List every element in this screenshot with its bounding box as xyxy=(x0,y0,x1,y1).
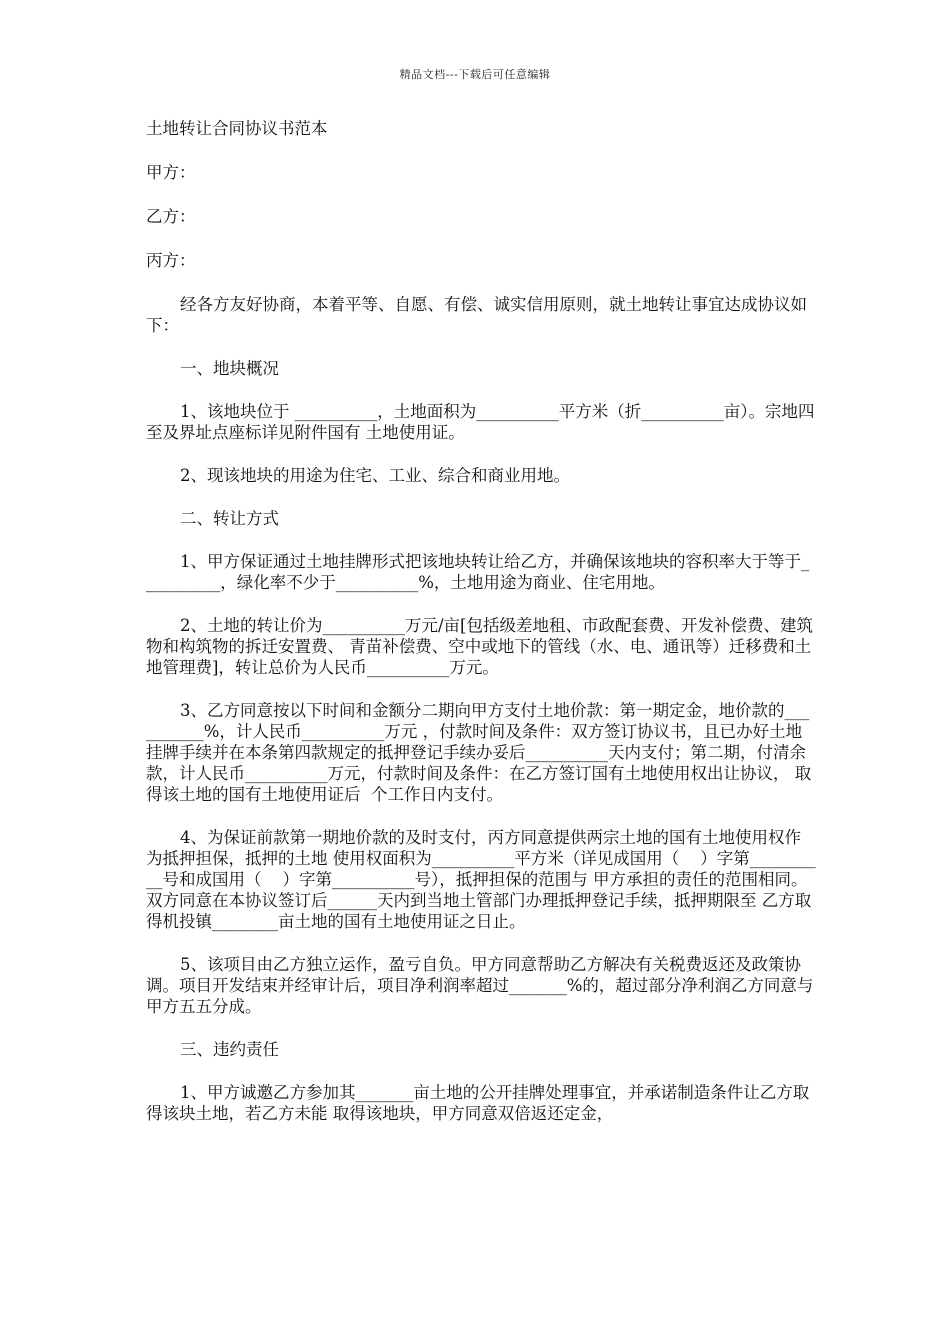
clause-paragraph: 3、乙方同意按以下时间和金额分二期向甲方支付土地价款：第一期定金，地价款的__________%，计人民币__________万元 ，付款时间及条件：双方签订协议书，且已办好土地挂牌手续并在本条第四款规定的抵押登记手续办妥后__________天内支付；第二期，付清余款，计人民币__________万元，付款时间及条件：在乙方签订国有土地使用权出让协议， 取得该土地的国有土地使用证后 个工作日内支付。 xyxy=(146,701,812,804)
section-heading: 三、违约责任 xyxy=(180,1040,279,1059)
clause-paragraph: 2、现该地块的用途为住宅、工业、综合和商业用地。 xyxy=(180,466,570,485)
party-b-label: 乙方： xyxy=(146,207,196,226)
section-heading: 二、转让方式 xyxy=(180,509,279,528)
document-title: 土地转让合同协议书范本 xyxy=(146,119,328,138)
section-heading: 一、地块概况 xyxy=(180,359,279,378)
page-header: 精品文档---下载后可任意编辑 xyxy=(399,68,551,81)
clause-paragraph: 2、土地的转让价为__________万元/亩[包括级差地租、市政配套费、开发补偿费、建筑物和构筑物的拆迁安置费、 青苗补偿费、空中或地下的管线（水、电、通讯等）迁移费和土地管理费]，转让总价为人民币__________万元。 xyxy=(146,616,813,677)
party-a-label: 甲方： xyxy=(146,163,196,182)
clause-paragraph: 4、为保证前款第一期地价款的及时支付，丙方同意提供两宗土地的国有土地使用权作为抵押担保，抵押的土地 使用权面积为__________平方米（详见成国用（ ）字第__________号和成国用（ ）字第__________号），抵押担保的范围与 甲方承担的责任的范围相同。双方同意在本协议签订后______天内到当地土管部门办理抵押登记手续，抵押期限至 乙方取得机投镇________亩土地的国有土地使用证之日止。 xyxy=(146,828,816,931)
clause-paragraph: 1、甲方保证通过土地挂牌形式把该地块转让给乙方，并确保该地块的容积率大于等于__________，绿化率不少于__________%，土地用途为商业、住宅用地。 xyxy=(146,552,810,592)
document-body xyxy=(146,118,816,1146)
clause-paragraph: 5、该项目由乙方独立运作，盈亏自负。甲方同意帮助乙方解决有关税费返还及政策协调。项目开发结束并经审计后，项目净利润率超过_______%的，超过部分净利润乙方同意与甲方五五分成。 xyxy=(146,955,814,1016)
intro-paragraph: 经各方友好协商，本着平等、自愿、有偿、诚实信用原则，就土地转让事宜达成协议如下： xyxy=(146,295,807,335)
clause-paragraph: 1、该地块位于 __________，土地面积为__________平方米（折__________亩）。宗地四至及界址点座标详见附件国有 土地使用证。 xyxy=(146,402,815,442)
party-c-label: 丙方： xyxy=(146,251,196,270)
clause-paragraph: 1、甲方诚邀乙方参加其_______亩土地的公开挂牌处理事宜，并承诺制造条件让乙方取得该块土地，若乙方未能 取得该地块，甲方同意双倍返还定金， xyxy=(146,1083,810,1123)
